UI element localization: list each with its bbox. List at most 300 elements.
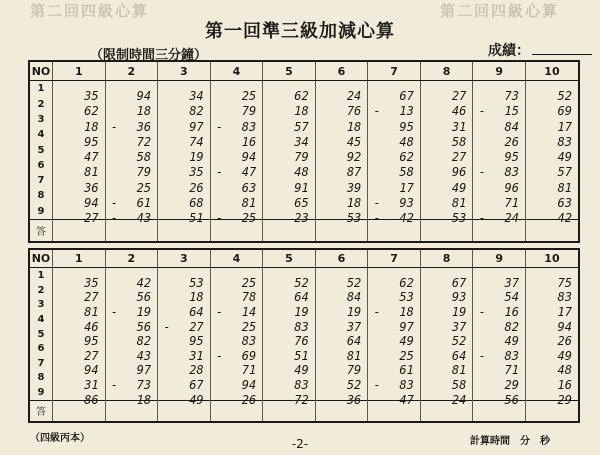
minus-sign: -	[478, 165, 486, 180]
minus-sign: -	[110, 119, 118, 134]
number-value: 95	[189, 334, 204, 349]
number-value: 58	[451, 134, 467, 149]
table-row	[30, 142, 578, 157]
number-cell	[525, 127, 578, 149]
problem-block-top	[28, 60, 580, 243]
table-row	[30, 173, 578, 188]
number-cell	[315, 327, 368, 349]
minus-sign: -	[373, 304, 381, 319]
number-value: 81	[451, 195, 467, 210]
minus-sign: -	[110, 195, 118, 210]
number-cell	[473, 341, 526, 363]
timing-field	[470, 432, 560, 447]
number-cell	[158, 188, 211, 210]
number-value: 83	[241, 334, 257, 349]
number-cell	[473, 283, 526, 305]
number-cell	[368, 327, 421, 349]
minus-sign: -	[163, 319, 171, 334]
number-value: 92	[346, 150, 362, 165]
number-value: 74	[189, 134, 204, 149]
number-cell	[158, 112, 211, 134]
number-cell	[53, 327, 106, 349]
number-value: 56	[136, 290, 152, 305]
table-row	[30, 112, 578, 127]
number-value: 63	[241, 180, 257, 195]
number-value: 25	[241, 211, 257, 226]
number-cell	[473, 385, 526, 407]
column-header: 5	[263, 62, 316, 81]
number-cell	[473, 371, 526, 392]
number-value: 79	[241, 104, 257, 119]
number-cell	[53, 356, 106, 378]
table-row	[30, 371, 578, 386]
seconds-label: 秒	[540, 436, 550, 447]
bleed-through-text: 第二回四級心算	[30, 2, 150, 20]
row-number: 3	[30, 112, 53, 127]
number-cell	[158, 173, 211, 195]
number-value: 25	[241, 319, 257, 334]
page-number: -2-	[291, 437, 309, 451]
number-value: 49	[504, 334, 519, 349]
number-value: 69	[557, 104, 572, 119]
number-value: 52	[346, 377, 362, 392]
number-cell	[420, 327, 473, 349]
number-value: 62	[399, 150, 414, 165]
number-value: 83	[557, 290, 572, 305]
number-value: 29	[504, 377, 519, 392]
minus-sign: -	[478, 304, 486, 319]
number-value: 14	[241, 304, 257, 319]
column-header: 7	[368, 250, 421, 268]
number-cell	[263, 327, 316, 349]
number-cell	[105, 268, 158, 290]
row-number: 2	[30, 283, 53, 298]
number-value: 53	[451, 211, 467, 226]
number-value: 83	[241, 119, 257, 134]
number-value: 51	[189, 211, 204, 226]
number-value: 64	[451, 348, 467, 363]
column-header: 10	[525, 250, 578, 268]
number-cell	[473, 312, 526, 334]
number-value: 17	[557, 119, 572, 134]
minus-sign: -	[373, 104, 381, 119]
number-value: 81	[241, 195, 257, 210]
number-cell	[315, 158, 368, 180]
number-cell	[210, 97, 263, 119]
number-cell	[263, 97, 316, 119]
number-value: 76	[294, 334, 309, 349]
number-value: 29	[557, 392, 572, 407]
number-value: 24	[451, 392, 467, 407]
number-value: 53	[189, 275, 204, 290]
number-cell	[420, 283, 473, 305]
number-cell	[420, 142, 473, 165]
table-row	[30, 341, 578, 356]
number-cell	[210, 341, 263, 363]
number-value: 49	[294, 363, 309, 378]
minus-sign: -	[373, 392, 381, 407]
number-cell	[368, 356, 421, 378]
column-header: 4	[210, 62, 263, 81]
number-cell	[105, 203, 158, 226]
row-number: 1	[30, 81, 53, 97]
number-cell	[105, 356, 158, 378]
number-cell	[525, 173, 578, 195]
number-cell	[315, 312, 368, 334]
number-cell	[158, 283, 211, 305]
number-value: 17	[557, 304, 572, 319]
number-cell	[368, 385, 421, 407]
number-cell	[525, 385, 578, 407]
number-cell	[473, 298, 526, 319]
number-cell	[105, 312, 158, 334]
number-cell	[263, 81, 316, 103]
number-cell	[420, 341, 473, 363]
number-cell	[368, 203, 421, 226]
number-value: 16	[504, 304, 519, 319]
number-cell	[263, 356, 316, 378]
number-value: 79	[346, 363, 362, 378]
number-value: 94	[241, 150, 257, 165]
number-cell	[420, 203, 473, 226]
number-cell	[473, 97, 526, 119]
number-value: 93	[451, 290, 467, 305]
number-value: 18	[294, 104, 309, 119]
number-cell	[420, 188, 473, 210]
number-value: 15	[504, 104, 519, 119]
number-value: 52	[451, 334, 467, 349]
number-cell	[263, 127, 316, 149]
number-value: 18	[189, 290, 204, 305]
number-cell	[105, 385, 158, 407]
number-cell	[525, 142, 578, 165]
number-cell	[210, 127, 263, 149]
number-cell	[368, 81, 421, 103]
number-value: 25	[241, 275, 257, 290]
number-cell	[525, 341, 578, 363]
number-value: 37	[504, 275, 519, 290]
answer-label: 答	[30, 400, 53, 421]
number-value: 37	[451, 319, 467, 334]
number-cell	[210, 188, 263, 210]
number-cell	[210, 112, 263, 134]
number-value: 86	[84, 392, 99, 407]
number-value: 27	[451, 150, 467, 165]
number-cell	[105, 97, 158, 119]
number-value: 71	[241, 363, 257, 378]
number-cell	[53, 268, 106, 290]
number-cell	[525, 112, 578, 134]
number-cell	[105, 298, 158, 319]
number-cell	[420, 158, 473, 180]
time-limit: （限制時間三分鐘）	[90, 48, 208, 63]
table-row	[30, 327, 578, 342]
number-cell	[210, 356, 263, 378]
number-value: 42	[399, 211, 414, 226]
number-value: 53	[346, 211, 362, 226]
number-value: 64	[189, 304, 204, 319]
number-value: 83	[504, 165, 519, 180]
column-header: 4	[210, 250, 263, 268]
number-value: 67	[399, 88, 414, 103]
number-value: 18	[136, 104, 152, 119]
number-value: 26	[504, 134, 519, 149]
number-cell	[263, 158, 316, 180]
number-cell	[263, 371, 316, 392]
number-value: 58	[136, 150, 152, 165]
number-cell	[158, 385, 211, 407]
number-cell	[420, 298, 473, 319]
row-number: 9	[30, 385, 53, 400]
row-number: 2	[30, 97, 53, 112]
table-row	[30, 127, 578, 142]
number-value: 34	[189, 88, 204, 103]
minus-sign: -	[478, 392, 486, 407]
minus-sign: -	[110, 304, 118, 319]
number-value: 68	[189, 195, 204, 210]
number-value: 76	[346, 104, 362, 119]
number-cell	[368, 283, 421, 305]
number-value: 51	[294, 348, 309, 363]
number-cell	[315, 81, 368, 103]
number-value: 67	[189, 377, 204, 392]
number-cell	[420, 385, 473, 407]
number-value: 96	[451, 165, 467, 180]
number-value: 52	[294, 275, 309, 290]
number-cell	[525, 298, 578, 319]
number-value: 39	[346, 180, 362, 195]
number-value: 58	[451, 377, 467, 392]
number-value: 87	[346, 165, 362, 180]
number-cell	[263, 268, 316, 290]
number-cell	[368, 127, 421, 149]
number-value: 79	[136, 165, 152, 180]
number-value: 65	[294, 195, 309, 210]
number-value: 96	[504, 180, 519, 195]
number-value: 17	[399, 180, 414, 195]
table-row	[30, 385, 578, 400]
number-cell	[473, 112, 526, 134]
number-value: 95	[84, 334, 99, 349]
number-cell	[368, 158, 421, 180]
number-cell	[158, 356, 211, 378]
number-value: 18	[84, 119, 99, 134]
number-cell	[210, 298, 263, 319]
number-value: 78	[241, 290, 257, 305]
number-cell	[420, 268, 473, 290]
number-value: 83	[504, 348, 519, 363]
number-value: 81	[346, 348, 362, 363]
column-header: 6	[315, 250, 368, 268]
number-value: 27	[84, 348, 99, 363]
minutes-label: 分	[520, 436, 530, 447]
number-value: 57	[557, 165, 572, 180]
row-number: 7	[30, 173, 53, 188]
no-header: NO	[30, 250, 53, 268]
number-value: 81	[84, 304, 99, 319]
number-cell	[368, 298, 421, 319]
number-cell	[158, 97, 211, 119]
number-value: 82	[504, 319, 519, 334]
number-value: 48	[399, 134, 414, 149]
number-value: 83	[557, 134, 572, 149]
number-value: 25	[136, 180, 152, 195]
number-cell	[420, 97, 473, 119]
number-value: 64	[346, 334, 362, 349]
number-value: 48	[557, 363, 572, 378]
number-value: 67	[451, 275, 467, 290]
number-value: 94	[84, 363, 99, 378]
number-value: 26	[557, 334, 572, 349]
number-value: 27	[189, 319, 204, 334]
column-header: 1	[53, 250, 106, 268]
number-value: 19	[189, 150, 204, 165]
bleed-through-text: 第二回四級心算	[440, 2, 560, 20]
number-value: 23	[294, 211, 309, 226]
minus-sign: -	[373, 211, 381, 226]
number-cell	[105, 341, 158, 363]
column-header: 2	[105, 250, 158, 268]
number-cell	[263, 341, 316, 363]
minus-sign: -	[373, 377, 381, 392]
number-value: 18	[346, 119, 362, 134]
column-header: 1	[53, 62, 106, 81]
number-cell	[473, 327, 526, 349]
column-header: 2	[105, 62, 158, 81]
number-value: 71	[504, 363, 519, 378]
number-cell	[53, 127, 106, 149]
number-cell	[315, 283, 368, 305]
row-number: 4	[30, 127, 53, 142]
number-value: 35	[189, 165, 204, 180]
number-cell	[368, 112, 421, 134]
number-value: 81	[451, 363, 467, 378]
number-value: 24	[346, 88, 362, 103]
number-cell	[368, 268, 421, 290]
minus-sign: -	[215, 119, 223, 134]
number-value: 52	[346, 275, 362, 290]
number-value: 35	[84, 88, 99, 103]
number-cell	[263, 298, 316, 319]
number-value: 36	[136, 119, 152, 134]
number-cell	[420, 371, 473, 392]
number-cell	[210, 312, 263, 334]
number-cell	[368, 371, 421, 392]
number-cell	[263, 385, 316, 407]
number-cell	[105, 127, 158, 149]
number-value: 28	[189, 363, 204, 378]
number-cell	[53, 188, 106, 210]
number-cell	[315, 127, 368, 149]
number-cell	[53, 341, 106, 363]
number-cell	[525, 283, 578, 305]
number-value: 58	[399, 165, 414, 180]
number-value: 95	[399, 119, 414, 134]
minus-sign: -	[110, 392, 118, 407]
table-row	[30, 283, 578, 298]
number-cell	[105, 371, 158, 392]
number-value: 49	[557, 348, 572, 363]
number-cell	[420, 356, 473, 378]
number-value: 62	[294, 88, 309, 103]
number-cell	[158, 268, 211, 290]
number-cell	[158, 298, 211, 319]
number-value: 49	[189, 392, 204, 407]
table-row	[30, 81, 578, 97]
number-cell	[105, 158, 158, 180]
number-value: 94	[136, 88, 152, 103]
number-cell	[210, 283, 263, 305]
number-value: 47	[399, 392, 414, 407]
number-cell	[473, 356, 526, 378]
number-cell	[473, 188, 526, 210]
number-cell	[315, 203, 368, 226]
number-value: 84	[504, 119, 519, 134]
number-cell	[105, 327, 158, 349]
number-cell	[368, 312, 421, 334]
number-cell	[473, 81, 526, 103]
number-value: 19	[294, 304, 309, 319]
number-value: 57	[294, 119, 309, 134]
number-value: 79	[294, 150, 309, 165]
number-cell	[53, 142, 106, 165]
number-cell	[525, 203, 578, 226]
number-cell	[473, 142, 526, 165]
column-header: 8	[420, 62, 473, 81]
row-number: 8	[30, 371, 53, 386]
number-cell	[105, 142, 158, 165]
number-value: 56	[504, 392, 519, 407]
number-value: 42	[136, 275, 152, 290]
minus-sign: -	[215, 211, 223, 226]
number-cell	[158, 341, 211, 363]
column-header: 5	[263, 250, 316, 268]
row-number: 1	[30, 268, 53, 283]
number-value: 81	[84, 165, 99, 180]
header-row	[30, 62, 578, 81]
number-cell	[525, 268, 578, 290]
minus-sign: -	[215, 304, 223, 319]
number-cell	[473, 158, 526, 180]
column-header: 9	[473, 250, 526, 268]
number-cell	[368, 97, 421, 119]
number-cell	[525, 81, 578, 103]
no-header: NO	[30, 62, 53, 81]
score-field	[488, 40, 592, 60]
number-value: 61	[399, 363, 414, 378]
number-value: 83	[294, 319, 309, 334]
minus-sign: -	[215, 392, 223, 407]
number-cell	[53, 81, 106, 103]
column-header: 10	[525, 62, 578, 81]
number-value: 19	[451, 304, 467, 319]
number-cell	[210, 371, 263, 392]
number-value: 82	[189, 104, 204, 119]
number-value: 34	[294, 134, 309, 149]
minus-sign: -	[478, 104, 486, 119]
number-cell	[315, 112, 368, 134]
number-cell	[158, 371, 211, 392]
number-cell	[368, 142, 421, 165]
number-value: 71	[504, 195, 519, 210]
number-value: 19	[346, 304, 362, 319]
number-cell	[53, 158, 106, 180]
number-value: 97	[189, 119, 204, 134]
minus-sign: -	[478, 348, 486, 363]
number-value: 27	[451, 88, 467, 103]
number-cell	[420, 112, 473, 134]
number-value: 73	[504, 88, 519, 103]
